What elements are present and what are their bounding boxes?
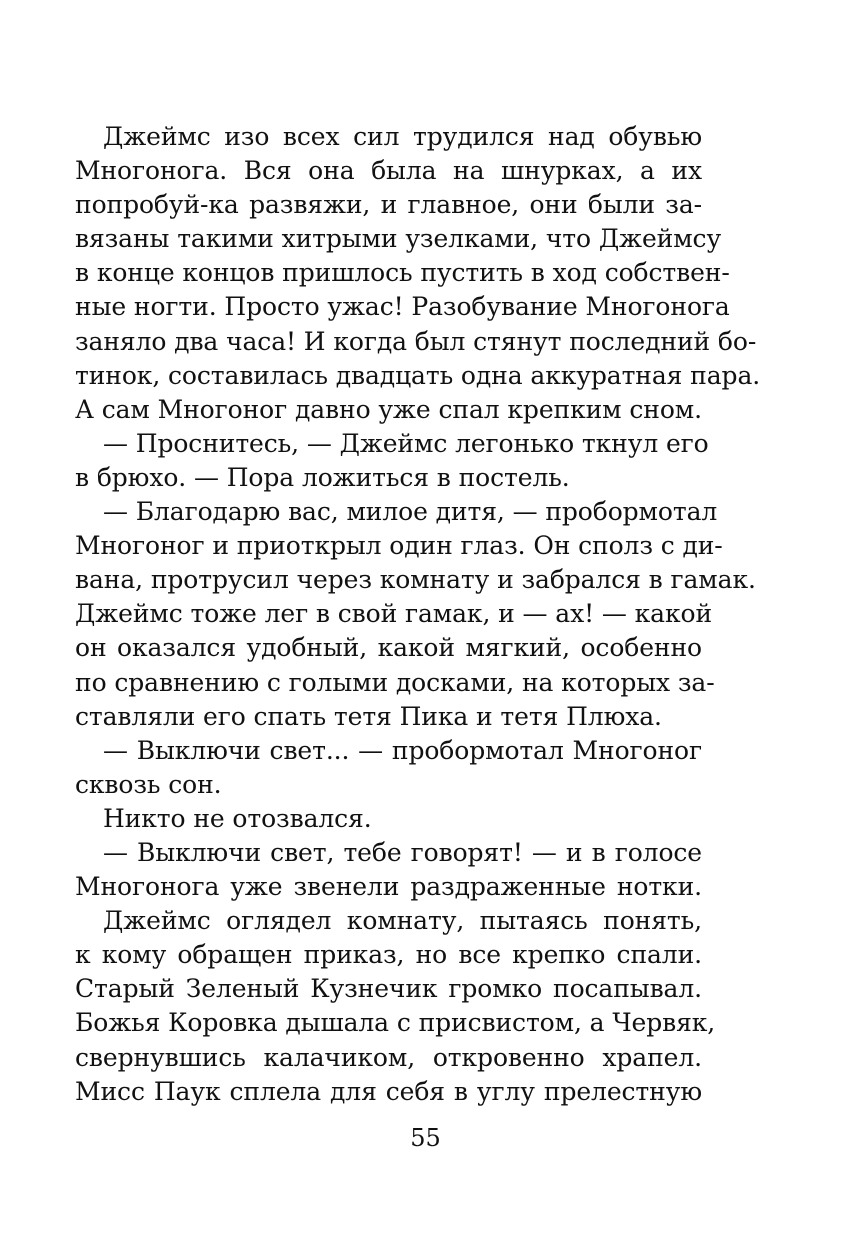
- text-line: Джеймс изо всех сил трудился над обувью: [103, 122, 702, 151]
- text-line: ставляли его спать тетя Пика и тетя Плюха.: [75, 701, 662, 731]
- text-line: Никто не отозвался.: [103, 803, 372, 833]
- text-line: Многонога. Вся она была на шнурках, а их: [75, 156, 702, 186]
- text-line: А сам Многоног давно уже спал крепким сном.: [75, 394, 702, 424]
- text-line: в брюхо. — Пора ложиться в постель.: [75, 462, 570, 492]
- text-line: — Выключи свет... — пробормотал Многоног: [103, 735, 702, 765]
- text-line: к кому обращен приказ, но все крепко спали.: [75, 940, 702, 970]
- text-line: Джеймс оглядел комнату, пытаясь понять,: [103, 906, 702, 936]
- text-line: — Проснитесь, — Джеймс легонько ткнул его: [103, 428, 709, 458]
- text-line: Многонога уже звенели раздраженные нотки.: [75, 872, 702, 902]
- text-line: вана, протрусил через комнату и забрался в гамак.: [75, 565, 756, 595]
- text-line: тинок, составилась двадцать одна аккуратная пара.: [75, 360, 761, 390]
- text-line: ные ногти. Просто ужас! Разобувание Многонога: [75, 292, 730, 322]
- text-line: Мисс Паук сплела для себя в углу прелестную: [75, 1076, 702, 1106]
- text-line: Джеймс тоже лег в свой гамак, и — ах! — какой: [75, 599, 713, 629]
- text-line: свернувшись калачиком, откровенно храпел.: [75, 1042, 702, 1072]
- text-line: Божья Коровка дышала с присвистом, а Червяк,: [75, 1008, 716, 1038]
- text-line: в конце концов пришлось пустить в ход собствен-: [75, 258, 730, 288]
- text-line: попробуй-ка развяжи, и главное, они были за-: [75, 190, 702, 220]
- text-line: — Выключи свет, тебе говорят! — и в голосе: [103, 837, 702, 867]
- page-number: 55: [410, 1124, 441, 1152]
- text-line: — Благодарю вас, милое дитя, — пробормотал: [103, 497, 718, 527]
- text-line: заняло два часа! И когда был стянут последний бо-: [75, 326, 757, 356]
- text-line: Многоног и приоткрыл один глаз. Он сполз с ди-: [75, 531, 723, 561]
- page-text: [75, 120, 761, 1109]
- text-line: он оказался удобный, какой мягкий, особенно: [75, 633, 702, 663]
- text-line: сквозь сон.: [75, 769, 222, 799]
- text-line: Старый Зеленый Кузнечик громко посапывал.: [75, 974, 702, 1004]
- text-line: вязаны такими хитрыми узелками, что Джеймсу: [75, 224, 722, 254]
- text-line: по сравнению с голыми досками, на которых за-: [75, 667, 715, 697]
